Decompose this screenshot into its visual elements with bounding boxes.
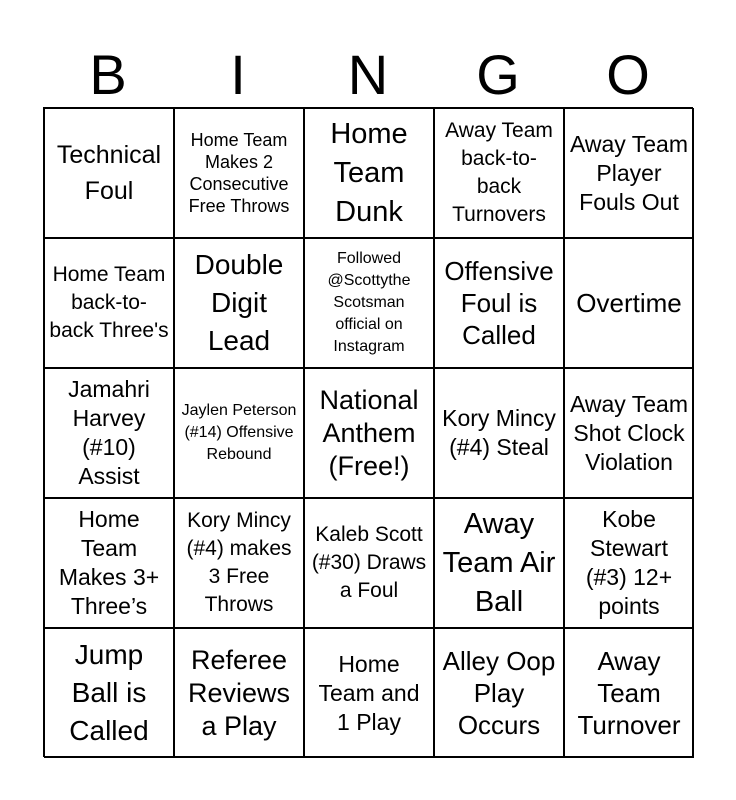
header-letter-b: B bbox=[89, 43, 127, 106]
bingo-cell[interactable] bbox=[174, 238, 304, 368]
bingo-cell[interactable] bbox=[564, 368, 694, 498]
bingo-cell[interactable] bbox=[304, 108, 434, 238]
cell-label: Home Team and 1 Play bbox=[318, 650, 420, 735]
bingo-cell[interactable] bbox=[564, 238, 694, 368]
cell-label: Alley Oop Play Occurs bbox=[442, 646, 556, 740]
cell-label: Kaleb Scott (#30) Draws a Foul bbox=[311, 523, 427, 602]
bingo-cell[interactable] bbox=[174, 368, 304, 498]
cell-label: Followed @Scottythe Scotsman official on Instagram bbox=[327, 250, 411, 355]
cell-label: National Anthem (Free!) bbox=[319, 384, 419, 481]
cell-label: Home Team Makes 2 Consecutive Free Throws bbox=[188, 130, 290, 216]
cell-label: Jamahri Harvey (#10) Assist bbox=[68, 376, 150, 489]
bingo-cell[interactable] bbox=[174, 498, 304, 628]
bingo-cell[interactable] bbox=[44, 238, 174, 368]
bingo-card-grid bbox=[43, 107, 693, 757]
cell-label: Away Team Air Ball bbox=[442, 507, 556, 618]
bingo-cell[interactable] bbox=[564, 498, 694, 628]
bingo-cell[interactable] bbox=[44, 498, 174, 628]
bingo-cell[interactable] bbox=[304, 368, 434, 498]
bingo-cell[interactable] bbox=[304, 238, 434, 368]
cell-label: Technical Foul bbox=[56, 141, 162, 205]
cell-label: Overtime bbox=[576, 288, 682, 318]
cell-label: Away Team Shot Clock Violation bbox=[569, 390, 689, 475]
bingo-header bbox=[43, 44, 693, 106]
bingo-cell[interactable] bbox=[434, 368, 564, 498]
bingo-cell[interactable] bbox=[434, 238, 564, 368]
cell-label: Home Team back-to-back Three's bbox=[49, 263, 169, 342]
header-letter-n: N bbox=[347, 43, 389, 106]
bingo-cell[interactable] bbox=[564, 628, 694, 758]
bingo-cell[interactable] bbox=[304, 628, 434, 758]
cell-label: Away Team Turnover bbox=[577, 646, 681, 740]
cell-label: Offensive Foul is Called bbox=[444, 256, 554, 350]
cell-label: Home Team Makes 3+ Three’s bbox=[58, 506, 160, 619]
bingo-cell[interactable] bbox=[564, 108, 694, 238]
bingo-cell[interactable] bbox=[174, 108, 304, 238]
bingo-cell[interactable] bbox=[44, 368, 174, 498]
bingo-cell[interactable] bbox=[174, 628, 304, 758]
header-letter-g: G bbox=[476, 43, 520, 106]
bingo-cell[interactable] bbox=[434, 108, 564, 238]
cell-label: Kory Mincy (#4) Steal bbox=[442, 405, 556, 460]
cell-label: Referee Reviews a Play bbox=[187, 644, 291, 741]
bingo-cell[interactable] bbox=[44, 108, 174, 238]
header-letter-o: O bbox=[606, 43, 650, 106]
bingo-cell[interactable] bbox=[434, 498, 564, 628]
cell-label: Kobe Stewart (#3) 12+ points bbox=[585, 506, 673, 619]
header-letter-i: I bbox=[230, 43, 246, 106]
cell-label: Jaylen Peterson (#14) Offensive Rebound bbox=[181, 402, 297, 463]
cell-label: Away Team Player Fouls Out bbox=[569, 130, 689, 215]
cell-label: Away Team back-to-back Turnovers bbox=[445, 119, 553, 226]
bingo-cell[interactable] bbox=[434, 628, 564, 758]
bingo-cell[interactable] bbox=[44, 628, 174, 758]
cell-label: Double Digit Lead bbox=[194, 249, 284, 356]
cell-label: Home Team Dunk bbox=[330, 117, 408, 228]
cell-label: Jump Ball is Called bbox=[69, 639, 149, 746]
cell-label: Kory Mincy (#4) makes 3 Free Throws bbox=[186, 509, 292, 616]
bingo-cell[interactable] bbox=[304, 498, 434, 628]
